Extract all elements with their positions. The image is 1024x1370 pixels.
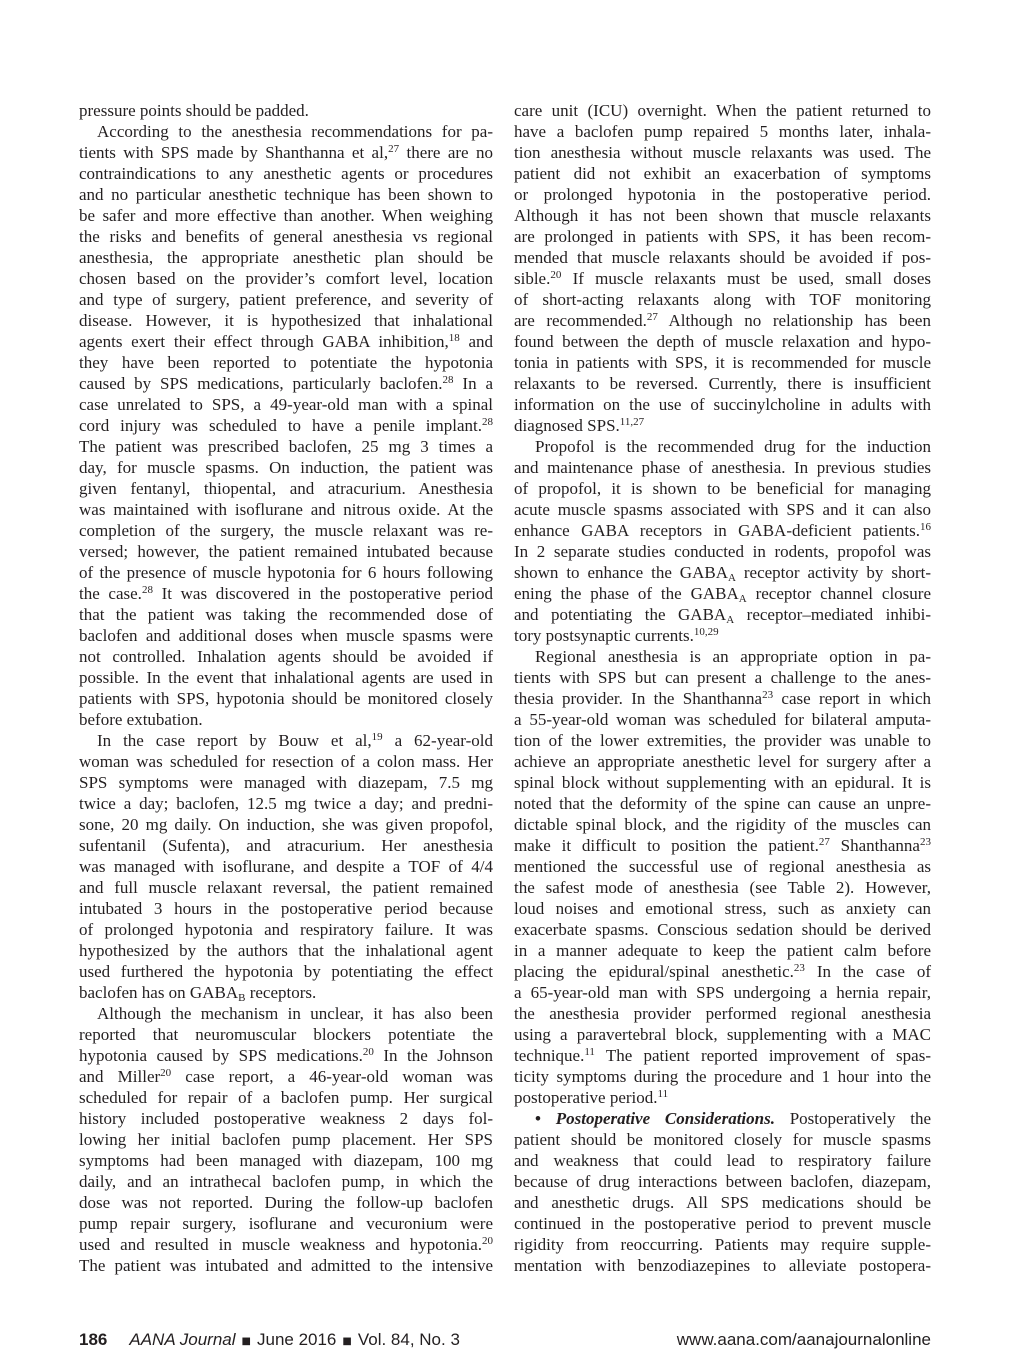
text-run: receptor activity by short- bbox=[735, 563, 931, 582]
text-run: dose was not reported. During the follow-up baclofen bbox=[79, 1193, 493, 1212]
text-line bbox=[79, 541, 493, 562]
text-run: Shanthanna bbox=[829, 836, 920, 855]
text-line bbox=[79, 835, 493, 856]
text-line bbox=[79, 919, 493, 940]
text-run: anesthesia, the appropriate anesthetic plan should be bbox=[79, 248, 493, 267]
text-run: intubated 3 hours in the postoperative period because bbox=[79, 899, 493, 918]
text-line bbox=[514, 163, 931, 184]
text-run: chosen based on the provider’s comfort level, location bbox=[79, 269, 493, 288]
text-line bbox=[514, 709, 931, 730]
text-run: using a paravertebral block, supplementing with a MAC bbox=[514, 1025, 931, 1044]
text-line bbox=[514, 982, 931, 1003]
text-line bbox=[514, 856, 931, 877]
text-run: was maintained with isoflurane and nitrous oxide. At the bbox=[79, 500, 493, 519]
footer-separator: ■ bbox=[342, 1336, 352, 1347]
text-line bbox=[79, 373, 493, 394]
text-line bbox=[514, 457, 931, 478]
text-line bbox=[514, 1234, 931, 1255]
text-run: In 2 separate studies conducted in rodents, propofol was bbox=[514, 542, 931, 561]
text-run: and Miller bbox=[79, 1067, 161, 1086]
text-run: of prolonged hypotonia and respiratory failure. It was bbox=[79, 920, 493, 939]
text-run: achieve an appropriate anesthetic level for surgery after a bbox=[514, 752, 931, 771]
text-line bbox=[79, 1192, 493, 1213]
text-run: diagnosed SPS. bbox=[514, 416, 620, 435]
text-run: of short-acting relaxants along with TOF monitoring bbox=[514, 290, 931, 309]
text-line bbox=[514, 604, 931, 625]
text-line bbox=[79, 667, 493, 688]
text-run: ening the phase of the GABA bbox=[514, 584, 739, 603]
text-run: lowing her initial baclofen pump placement. Her SPS bbox=[79, 1130, 493, 1149]
text-line bbox=[514, 961, 931, 982]
text-run: postoperative period. bbox=[514, 1088, 658, 1107]
journal-title: AANA Journal bbox=[129, 1330, 236, 1349]
text-run: patients with SPS, hypotonia should be monitored closely bbox=[79, 689, 493, 708]
text-line bbox=[514, 1213, 931, 1234]
citation-superscript: 20 bbox=[362, 1046, 374, 1058]
text-run: and maintenance phase of anesthesia. In previous studies bbox=[514, 458, 931, 477]
text-line bbox=[79, 247, 493, 268]
text-run: given fentanyl, thiopental, and atracurium. Anesthesia bbox=[79, 479, 493, 498]
text-run: sufentanil (Sufenta), and atracurium. Her anesthesia bbox=[79, 836, 493, 855]
text-run: tory postsynaptic currents. bbox=[514, 626, 694, 645]
text-run: enhance GABA receptors in GABA-deficient patients. bbox=[514, 521, 920, 540]
text-line bbox=[514, 919, 931, 940]
text-line bbox=[514, 268, 931, 289]
text-run: versed; however, the patient remained intubated because bbox=[79, 542, 493, 561]
text-run: Although the mechanism in unclear, it has also been bbox=[97, 1004, 493, 1023]
text-run: and type of surgery, patient preference, and severity of bbox=[79, 290, 493, 309]
text-run: receptor channel closure bbox=[746, 584, 931, 603]
body-paragraph bbox=[79, 1003, 493, 1276]
text-line bbox=[514, 730, 931, 751]
text-line bbox=[79, 940, 493, 961]
text-line bbox=[514, 814, 931, 835]
text-line bbox=[514, 226, 931, 247]
text-run: day, for muscle spasms. On induction, the patient was bbox=[79, 458, 493, 477]
text-run: are recommended. bbox=[514, 311, 647, 330]
text-run: tients with SPS but can present a challenge to the anes- bbox=[514, 668, 931, 687]
text-run: exacerbate spasms. Conscious sedation should be derived bbox=[514, 920, 931, 939]
text-run: mentioned the successful use of regional anesthesia as bbox=[514, 857, 931, 876]
text-line bbox=[79, 1234, 493, 1255]
text-line bbox=[514, 562, 931, 583]
text-run: and potentiating the GABA bbox=[514, 605, 727, 624]
text-line bbox=[514, 898, 931, 919]
text-run: baclofen and additional doses when muscle spasms were bbox=[79, 626, 493, 645]
text-line bbox=[79, 814, 493, 835]
text-line bbox=[79, 961, 493, 982]
text-run: agents exert their effect through GABA inhibition, bbox=[79, 332, 449, 351]
text-line bbox=[79, 184, 493, 205]
text-run: relaxants to be reversed. Currently, there is insufficient bbox=[514, 374, 931, 393]
text-line bbox=[514, 352, 931, 373]
text-run: information on the use of succinylcholine in adults with bbox=[514, 395, 931, 414]
text-run: of the presence of muscle hypotonia for 6 hours following bbox=[79, 563, 493, 582]
text-run: patient should be monitored closely for muscle spasms bbox=[514, 1130, 931, 1149]
text-line bbox=[79, 730, 493, 751]
text-run: woman was scheduled for resection of a colon mass. Her bbox=[79, 752, 493, 771]
citation-superscript: 23 bbox=[762, 689, 774, 701]
text-line bbox=[79, 268, 493, 289]
text-run: Propofol is the recommended drug for the induction bbox=[535, 437, 931, 456]
footer-separator: ■ bbox=[241, 1336, 251, 1347]
text-line bbox=[514, 100, 931, 121]
text-run: have a baclofen pump repaired 5 months later, inhala- bbox=[514, 122, 931, 141]
text-run: dictable spinal block, and the rigidity of the muscles can bbox=[514, 815, 931, 834]
text-line bbox=[79, 898, 493, 919]
text-line bbox=[514, 1171, 931, 1192]
text-line bbox=[514, 520, 931, 541]
text-line bbox=[514, 121, 931, 142]
text-run: the anesthesia provider performed regional anesthesia bbox=[514, 1004, 931, 1023]
text-run: Regional anesthesia is an appropriate option in pa- bbox=[535, 647, 931, 666]
text-line bbox=[514, 583, 931, 604]
text-line bbox=[514, 1024, 931, 1045]
text-line bbox=[79, 562, 493, 583]
text-line bbox=[79, 1213, 493, 1234]
text-line bbox=[79, 163, 493, 184]
text-line bbox=[79, 709, 493, 730]
text-run: loud noises and emotional stress, such as anxiety can bbox=[514, 899, 931, 918]
text-run: According to the anesthesia recommendations for pa- bbox=[97, 122, 493, 141]
text-line bbox=[79, 436, 493, 457]
text-run: a 55-year-old woman was scheduled for bilateral amputa- bbox=[514, 710, 931, 729]
text-line bbox=[514, 793, 931, 814]
left-column bbox=[79, 100, 493, 1276]
volume-issue: Vol. 84, No. 3 bbox=[357, 1330, 460, 1349]
text-line bbox=[79, 646, 493, 667]
text-line bbox=[79, 415, 493, 436]
issue-date: June 2016 bbox=[256, 1330, 337, 1349]
text-line bbox=[79, 1129, 493, 1150]
receptor-subscript: B bbox=[238, 992, 246, 1004]
text-line bbox=[514, 835, 931, 856]
text-run: in a manner adequate to keep the patient calm before bbox=[514, 941, 931, 960]
right-column bbox=[514, 100, 931, 1276]
text-line bbox=[514, 1192, 931, 1213]
text-run: a 65-year-old man with SPS undergoing a hernia repair, bbox=[514, 983, 931, 1002]
text-run: found between the depth of muscle relaxation and hypo- bbox=[514, 332, 931, 351]
text-run: pressure points should be padded. bbox=[79, 101, 309, 120]
text-run: there are no bbox=[399, 143, 493, 162]
text-run: sible. bbox=[514, 269, 551, 288]
citation-superscript: 27 bbox=[646, 311, 658, 323]
text-run: The patient reported improvement of spas- bbox=[594, 1046, 931, 1065]
text-line bbox=[514, 373, 931, 394]
body-paragraph bbox=[514, 100, 931, 436]
text-run: Although no relationship has been bbox=[657, 311, 931, 330]
body-paragraph bbox=[79, 121, 493, 730]
text-run: a 62-year-old bbox=[382, 731, 493, 750]
text-run: was managed with isoflurane, and despite a TOF of 4/4 bbox=[79, 857, 493, 876]
text-run: daily, and an intrathecal baclofen pump, in which the bbox=[79, 1172, 493, 1191]
text-line bbox=[514, 1255, 931, 1276]
text-run: are prolonged in patients with SPS, it has been recom- bbox=[514, 227, 931, 246]
text-run: used and resulted in muscle weakness and hypotonia. bbox=[79, 1235, 482, 1254]
text-run: and bbox=[459, 332, 493, 351]
text-line bbox=[514, 541, 931, 562]
text-run: symptoms had been managed with diazepam, 100 mg bbox=[79, 1151, 493, 1170]
text-line bbox=[514, 1150, 931, 1171]
citation-superscript: 11,27 bbox=[619, 416, 645, 428]
text-line bbox=[79, 1066, 493, 1087]
citation-superscript: 11 bbox=[657, 1088, 669, 1100]
text-line bbox=[514, 310, 931, 331]
text-line bbox=[514, 1108, 931, 1129]
text-run: pump repair surgery, isoflurane and vecuronium were bbox=[79, 1214, 493, 1233]
page-number: 186 bbox=[79, 1330, 108, 1349]
text-line bbox=[514, 499, 931, 520]
body-paragraph bbox=[514, 1108, 931, 1276]
text-run: The patient was intubated and admitted to the intensive bbox=[79, 1256, 493, 1275]
citation-superscript: 11 bbox=[584, 1046, 595, 1058]
citation-superscript: 23 bbox=[919, 836, 931, 848]
text-line bbox=[514, 1003, 931, 1024]
text-run: and anesthetic drugs. All SPS medications should be bbox=[514, 1193, 931, 1212]
text-run: case report, a 46-year-old woman was bbox=[171, 1067, 493, 1086]
text-line bbox=[79, 142, 493, 163]
text-line bbox=[79, 1150, 493, 1171]
text-run: In a bbox=[453, 374, 493, 393]
text-run: tion anesthesia without muscle relaxants was used. The bbox=[514, 143, 931, 162]
text-line bbox=[79, 520, 493, 541]
text-line bbox=[79, 289, 493, 310]
text-line bbox=[514, 1045, 931, 1066]
text-line bbox=[79, 1024, 493, 1045]
citation-superscript: 28 bbox=[482, 416, 493, 428]
text-run: the risks and benefits of general anesthesia vs regional bbox=[79, 227, 493, 246]
text-run: mended that muscle relaxants should be avoided if pos- bbox=[514, 248, 931, 267]
text-run: SPS symptoms were managed with diazepam, 7.5 mg bbox=[79, 773, 493, 792]
text-run: scheduled for repair of a baclofen pump. Her surgical bbox=[79, 1088, 493, 1107]
text-run: rigidity from reoccurring. Patients may require supple- bbox=[514, 1235, 931, 1254]
body-paragraph bbox=[514, 646, 931, 1108]
citation-superscript: 20 bbox=[482, 1235, 493, 1247]
text-run: possible. In the event that inhalational agents are used in bbox=[79, 668, 493, 687]
text-line bbox=[79, 583, 493, 604]
text-run: cord injury was scheduled to have a penile implant. bbox=[79, 416, 482, 435]
text-line bbox=[514, 940, 931, 961]
text-run: sone, 20 mg daily. On induction, she was given propofol, bbox=[79, 815, 493, 834]
body-paragraph bbox=[514, 436, 931, 646]
text-line bbox=[514, 1129, 931, 1150]
citation-superscript: 10,29 bbox=[693, 626, 719, 638]
text-line bbox=[79, 1045, 493, 1066]
text-line bbox=[514, 478, 931, 499]
text-line bbox=[514, 289, 931, 310]
text-run: patient did not exhibit an exacerbation of symptoms bbox=[514, 164, 931, 183]
text-run: continued in the postoperative period to prevent muscle bbox=[514, 1214, 931, 1233]
text-line bbox=[79, 352, 493, 373]
text-run: used furthered the hypotonia by potentiating the effect bbox=[79, 962, 493, 981]
text-run: The patient was prescribed baclofen, 25 mg 3 times a bbox=[79, 437, 493, 456]
text-line bbox=[79, 1255, 493, 1276]
text-line bbox=[514, 646, 931, 667]
text-run: that the patient was taking the recommended dose of bbox=[79, 605, 493, 624]
text-run: because of drug interactions between baclofen, diazepam, bbox=[514, 1172, 931, 1191]
text-line bbox=[514, 142, 931, 163]
text-run: spinal block without supplementing with an epidural. It is bbox=[514, 773, 931, 792]
text-run: It was discovered in the postoperative period bbox=[152, 584, 493, 603]
text-line bbox=[79, 1087, 493, 1108]
citation-superscript: 20 bbox=[160, 1067, 172, 1079]
text-line bbox=[79, 499, 493, 520]
text-run: the case. bbox=[79, 584, 142, 603]
text-line bbox=[514, 1087, 931, 1108]
text-line bbox=[79, 310, 493, 331]
text-run: completion of the surgery, the muscle relaxant was re- bbox=[79, 521, 493, 540]
text-run: and weakness that could lead to respiratory failure bbox=[514, 1151, 931, 1170]
text-run: reported that neuromuscular blockers potentiate the bbox=[79, 1025, 493, 1044]
text-run: placing the epidural/spinal anesthetic. bbox=[514, 962, 794, 981]
text-line bbox=[514, 625, 931, 646]
citation-superscript: 23 bbox=[793, 962, 805, 974]
text-run: receptor–mediated inhibi- bbox=[734, 605, 931, 624]
text-run: case report in which bbox=[773, 689, 931, 708]
text-run: caused by SPS medications, particularly baclofen. bbox=[79, 374, 443, 393]
text-run: receptors. bbox=[245, 983, 317, 1002]
text-line bbox=[514, 184, 931, 205]
text-line bbox=[514, 205, 931, 226]
text-line bbox=[79, 121, 493, 142]
citation-superscript: 27 bbox=[388, 143, 400, 155]
text-line bbox=[514, 877, 931, 898]
text-line bbox=[79, 877, 493, 898]
text-run: In the case of bbox=[804, 962, 932, 981]
text-run: twice a day; baclofen, 12.5 mg twice a day; and predni- bbox=[79, 794, 493, 813]
text-line bbox=[79, 1003, 493, 1024]
text-line bbox=[79, 457, 493, 478]
citation-superscript: 28 bbox=[141, 584, 153, 596]
text-run: baclofen has on GABA bbox=[79, 983, 239, 1002]
text-run: tion of the lower extremities, the provider was unable to bbox=[514, 731, 931, 750]
text-line bbox=[79, 478, 493, 499]
citation-superscript: 27 bbox=[818, 836, 830, 848]
text-run: care unit (ICU) overnight. When the patient returned to bbox=[514, 101, 931, 120]
text-run: disease. However, it is hypothesized that inhalational bbox=[79, 311, 493, 330]
body-paragraph bbox=[79, 730, 493, 1003]
text-line bbox=[79, 205, 493, 226]
page-footer bbox=[79, 1329, 931, 1351]
text-run: of propofol, it is shown to be beneficial for managing bbox=[514, 479, 931, 498]
text-run: be safer and more effective than another. When weighing bbox=[79, 206, 493, 225]
receptor-subscript: A bbox=[727, 572, 736, 584]
journal-url: www.aana.com/aanajournalonline bbox=[676, 1330, 931, 1349]
text-run: thesia provider. In the Shanthanna bbox=[514, 689, 763, 708]
citation-superscript: 20 bbox=[550, 269, 562, 281]
text-run: not controlled. Inhalation agents should be avoided if bbox=[79, 647, 493, 666]
text-line bbox=[79, 982, 493, 1003]
text-run: case unrelated to SPS, a 49-year-old man with a spinal bbox=[79, 395, 493, 414]
text-run: In the case report by Bouw et al, bbox=[97, 731, 372, 750]
text-run: hypothesized by the authors that the inhalational agent bbox=[79, 941, 493, 960]
text-line bbox=[79, 226, 493, 247]
text-line bbox=[79, 856, 493, 877]
bullet-marker: • bbox=[535, 1109, 556, 1128]
text-line bbox=[79, 772, 493, 793]
text-line bbox=[79, 793, 493, 814]
citation-superscript: 19 bbox=[371, 731, 383, 743]
text-run: Postoperatively the bbox=[774, 1109, 932, 1128]
text-line bbox=[79, 625, 493, 646]
text-line bbox=[79, 604, 493, 625]
text-line bbox=[514, 751, 931, 772]
body-paragraph bbox=[79, 100, 493, 121]
text-line bbox=[79, 1108, 493, 1129]
text-run: and no particular anesthetic technique has been shown to bbox=[79, 185, 493, 204]
receptor-subscript: A bbox=[738, 593, 747, 605]
citation-superscript: 28 bbox=[442, 374, 454, 386]
text-line bbox=[514, 1066, 931, 1087]
text-run: hypotonia caused by SPS medications. bbox=[79, 1046, 363, 1065]
text-line bbox=[514, 415, 931, 436]
text-line bbox=[514, 436, 931, 457]
text-line bbox=[514, 331, 931, 352]
text-line bbox=[514, 688, 931, 709]
text-line bbox=[79, 394, 493, 415]
text-run: contraindications to any anesthetic agents or procedures bbox=[79, 164, 493, 183]
text-run: mentation with benzodiazepines to alleviate postopera- bbox=[514, 1256, 931, 1275]
text-run: or prolonged hypotonia in the postoperative period. bbox=[514, 185, 931, 204]
citation-superscript: 18 bbox=[448, 332, 460, 344]
text-run: If muscle relaxants must be used, small doses bbox=[561, 269, 931, 288]
text-run: the safest mode of anesthesia (see Table 2). However, bbox=[514, 878, 931, 897]
text-line bbox=[79, 331, 493, 352]
text-line bbox=[79, 100, 493, 121]
text-run: they have been reported to potentiate the hypotonia bbox=[79, 353, 493, 372]
text-run: make it difficult to position the patient. bbox=[514, 836, 819, 855]
text-run: ticity symptoms during the procedure and 1 hour into the bbox=[514, 1067, 931, 1086]
text-run: Although it has not been shown that muscle relaxants bbox=[514, 206, 931, 225]
text-run: tients with SPS made by Shanthanna et al, bbox=[79, 143, 389, 162]
receptor-subscript: A bbox=[726, 614, 735, 626]
text-line bbox=[514, 667, 931, 688]
text-run: tonia in patients with SPS, it is recommended for muscle bbox=[514, 353, 931, 372]
text-line bbox=[79, 688, 493, 709]
inline-section-heading: Postoperative Considerations. bbox=[555, 1109, 775, 1128]
text-run: before extubation. bbox=[79, 710, 203, 729]
text-line bbox=[514, 772, 931, 793]
text-line bbox=[514, 247, 931, 268]
text-run: and full muscle relaxant reversal, the patient remained bbox=[79, 878, 493, 897]
text-run: technique. bbox=[514, 1046, 585, 1065]
text-run: In the Johnson bbox=[373, 1046, 493, 1065]
text-run: shown to enhance the GABA bbox=[514, 563, 728, 582]
citation-superscript: 16 bbox=[920, 521, 931, 533]
text-line bbox=[79, 1171, 493, 1192]
text-line bbox=[514, 394, 931, 415]
text-run: noted that the deformity of the spine can cause an unpre- bbox=[514, 794, 931, 813]
text-line bbox=[79, 751, 493, 772]
text-run: acute muscle spasms associated with SPS and it can also bbox=[514, 500, 931, 519]
text-run: history included postoperative weakness 2 days fol- bbox=[79, 1109, 493, 1128]
